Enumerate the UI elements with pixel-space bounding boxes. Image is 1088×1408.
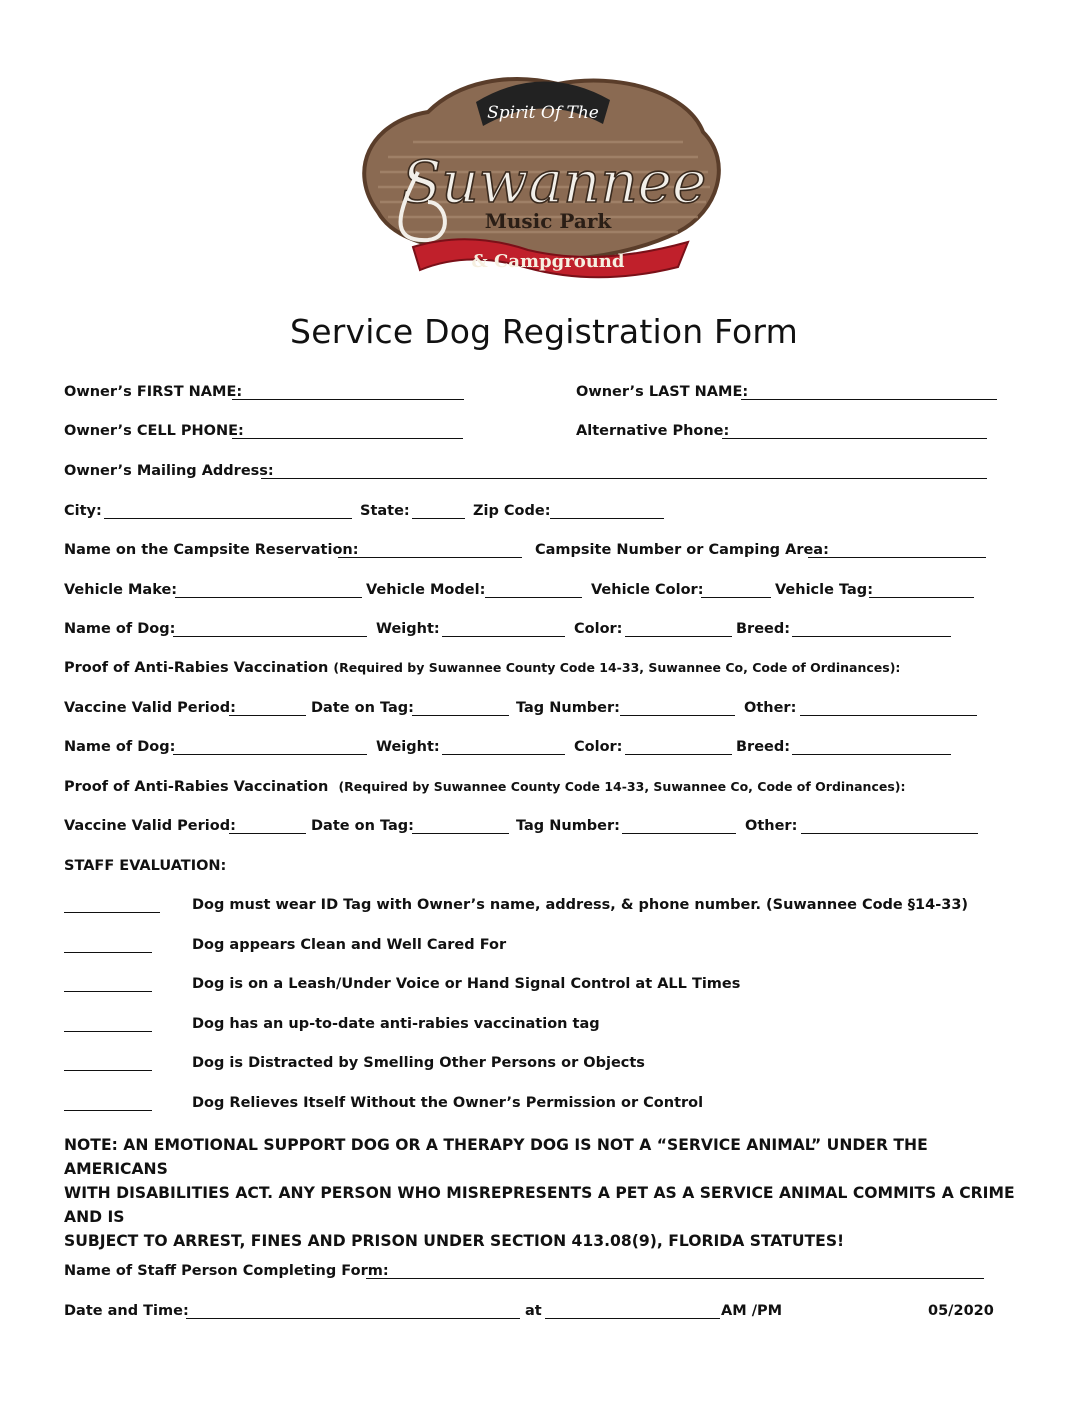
eval-check-distracted[interactable] bbox=[64, 1070, 152, 1071]
dog1-proof-label bbox=[64, 659, 900, 677]
legal-note-line-3: SUBJECT TO ARREST, FINES AND PRISON UNDER SECTION 413.08(9), FLORIDA STATUTES! bbox=[64, 1232, 845, 1250]
logo-main-text: Suwannee bbox=[401, 148, 707, 216]
dog1-tag-label: Tag Number: bbox=[516, 700, 620, 716]
logo-top-text: Spirit Of The bbox=[487, 103, 599, 123]
dog1-weight-label: Weight: bbox=[376, 621, 440, 637]
dog1-other-label: Other: bbox=[744, 700, 797, 716]
last-name-label: Owner’s LAST NAME: bbox=[576, 384, 749, 400]
dog2-breed-label: Breed: bbox=[736, 739, 791, 755]
staff-eval-heading: STAFF EVALUATION: bbox=[64, 858, 227, 874]
dog2-name-field[interactable] bbox=[173, 754, 367, 755]
vehicle-model-label: Vehicle Model: bbox=[366, 582, 486, 598]
dog1-breed-field[interactable] bbox=[792, 636, 951, 637]
dog1-proof-note: (Required by Suwannee County Code 14-33, Suwannee Co, Code of Ordinances): bbox=[333, 660, 901, 675]
eval-check-leash[interactable] bbox=[64, 991, 152, 992]
alt-phone-label: Alternative Phone: bbox=[576, 423, 730, 439]
dog1-breed-label: Breed: bbox=[736, 621, 791, 637]
state-field[interactable] bbox=[412, 518, 465, 519]
dog2-color-field[interactable] bbox=[625, 754, 732, 755]
logo-ribbon-text: & Campground bbox=[471, 251, 625, 272]
dog1-date-field[interactable] bbox=[412, 715, 509, 716]
dog2-valid-field[interactable] bbox=[229, 833, 306, 834]
park-logo bbox=[358, 62, 730, 288]
state-label: State: bbox=[360, 503, 410, 519]
dog1-proof-title: Proof of Anti-Rabies Vaccination bbox=[64, 660, 329, 676]
vehicle-tag-field[interactable] bbox=[869, 597, 974, 598]
date-time-label: Date and Time: bbox=[64, 1303, 189, 1319]
am-pm-label: AM /PM bbox=[721, 1303, 783, 1319]
zip-field[interactable] bbox=[550, 518, 664, 519]
legal-note bbox=[64, 1133, 1034, 1253]
reservation-name-field[interactable] bbox=[338, 557, 522, 558]
dog2-weight-label: Weight: bbox=[376, 739, 440, 755]
vehicle-color-field[interactable] bbox=[701, 597, 771, 598]
city-field[interactable] bbox=[104, 518, 352, 519]
revision-date: 05/2020 bbox=[928, 1303, 994, 1319]
eval-item-id-tag: Dog must wear ID Tag with Owner’s name, address, & phone number. (Suwannee Code §14-33) bbox=[192, 897, 969, 913]
dog1-weight-field[interactable] bbox=[442, 636, 565, 637]
dog2-proof-label bbox=[64, 778, 905, 796]
dog2-name-label: Name of Dog: bbox=[64, 739, 176, 755]
mailing-address-label: Owner’s Mailing Address: bbox=[64, 463, 274, 479]
logo-graphic bbox=[358, 62, 730, 288]
dog1-date-label: Date on Tag: bbox=[311, 700, 414, 716]
dog2-breed-field[interactable] bbox=[792, 754, 951, 755]
last-name-field[interactable] bbox=[741, 399, 997, 400]
cell-phone-field[interactable] bbox=[232, 438, 463, 439]
dog2-other-field[interactable] bbox=[801, 833, 978, 834]
eval-item-leash: Dog is on a Leash/Under Voice or Hand Signal Control at ALL Times bbox=[192, 976, 741, 992]
dog1-color-label: Color: bbox=[574, 621, 623, 637]
logo-sub-text: Music Park bbox=[484, 209, 612, 233]
legal-note-line-2: WITH DISABILITIES ACT. ANY PERSON WHO MISREPRESENTS A PET AS A SERVICE ANIMAL COMMITS A CRIME AND IS bbox=[64, 1184, 1015, 1226]
dog2-date-field[interactable] bbox=[412, 833, 509, 834]
eval-check-relieves[interactable] bbox=[64, 1110, 152, 1111]
first-name-label: Owner’s FIRST NAME: bbox=[64, 384, 243, 400]
eval-check-clean[interactable] bbox=[64, 952, 152, 953]
dog2-proof-note: (Required by Suwannee County Code 14-33, Suwannee Co, Code of Ordinances): bbox=[338, 779, 906, 794]
dog1-name-field[interactable] bbox=[173, 636, 367, 637]
dog2-other-label: Other: bbox=[745, 818, 798, 834]
campsite-number-label: Campsite Number or Camping Area: bbox=[535, 542, 829, 558]
dog1-tag-field[interactable] bbox=[620, 715, 735, 716]
dog2-weight-field[interactable] bbox=[442, 754, 565, 755]
eval-item-clean: Dog appears Clean and Well Cared For bbox=[192, 937, 507, 953]
page-title: Service Dog Registration Form bbox=[290, 312, 798, 351]
legal-note-line-1: NOTE: AN EMOTIONAL SUPPORT DOG OR A THERAPY DOG IS NOT A “SERVICE ANIMAL” UNDER THE AMERICANS bbox=[64, 1136, 928, 1178]
eval-item-distracted: Dog is Distracted by Smelling Other Persons or Objects bbox=[192, 1055, 645, 1071]
at-label: at bbox=[525, 1303, 542, 1319]
city-label: City: bbox=[64, 503, 102, 519]
vehicle-model-field[interactable] bbox=[485, 597, 582, 598]
eval-item-relieves: Dog Relieves Itself Without the Owner’s Permission or Control bbox=[192, 1095, 704, 1111]
eval-check-id-tag[interactable] bbox=[64, 912, 160, 913]
dog2-valid-label: Vaccine Valid Period: bbox=[64, 818, 236, 834]
staff-name-label: Name of Staff Person Completing Form: bbox=[64, 1263, 389, 1279]
alt-phone-field[interactable] bbox=[722, 438, 987, 439]
date-field[interactable] bbox=[186, 1318, 520, 1319]
dog2-tag-label: Tag Number: bbox=[516, 818, 620, 834]
reservation-name-label: Name on the Campsite Reservation: bbox=[64, 542, 359, 558]
eval-item-vaccination: Dog has an up-to-date anti-rabies vaccination tag bbox=[192, 1016, 600, 1032]
mailing-address-field[interactable] bbox=[261, 478, 987, 479]
dog2-tag-field[interactable] bbox=[622, 833, 736, 834]
vehicle-make-label: Vehicle Make: bbox=[64, 582, 178, 598]
dog1-name-label: Name of Dog: bbox=[64, 621, 176, 637]
dog2-color-label: Color: bbox=[574, 739, 623, 755]
dog1-valid-label: Vaccine Valid Period: bbox=[64, 700, 236, 716]
first-name-field[interactable] bbox=[232, 399, 464, 400]
dog2-date-label: Date on Tag: bbox=[311, 818, 414, 834]
vehicle-tag-label: Vehicle Tag: bbox=[775, 582, 873, 598]
eval-check-vaccination[interactable] bbox=[64, 1031, 152, 1032]
zip-label: Zip Code: bbox=[473, 503, 551, 519]
dog1-valid-field[interactable] bbox=[229, 715, 306, 716]
dog1-other-field[interactable] bbox=[800, 715, 977, 716]
dog1-color-field[interactable] bbox=[625, 636, 732, 637]
time-field[interactable] bbox=[545, 1318, 720, 1319]
vehicle-make-field[interactable] bbox=[175, 597, 362, 598]
campsite-number-field[interactable] bbox=[808, 557, 986, 558]
vehicle-color-label: Vehicle Color: bbox=[591, 582, 704, 598]
dog2-proof-title: Proof of Anti-Rabies Vaccination bbox=[64, 779, 329, 795]
staff-name-field[interactable] bbox=[366, 1278, 984, 1279]
cell-phone-label: Owner’s CELL PHONE: bbox=[64, 423, 244, 439]
